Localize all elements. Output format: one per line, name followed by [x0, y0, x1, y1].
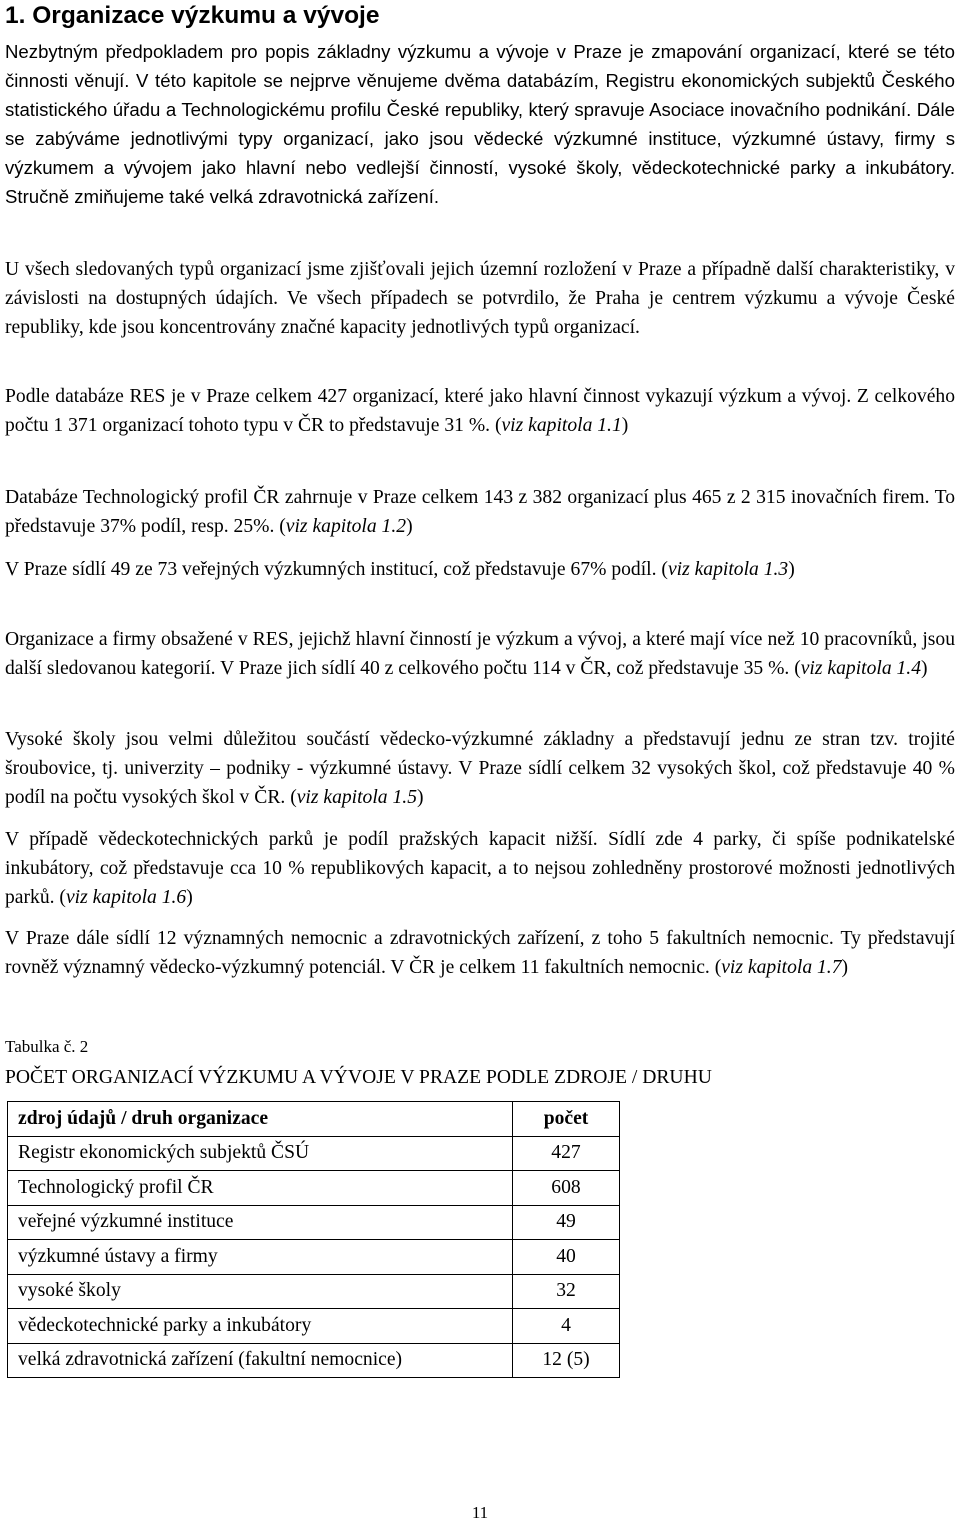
paren-close: ): [841, 957, 849, 978]
table-cell-source: velká zdravotnická zařízení (fakultní nemocnice): [8, 1343, 513, 1378]
table-cell-count: 4: [513, 1309, 620, 1344]
intro-text-part1: Nezbytným předpokladem pro popis základny výzkumu a vývoje v Praze je zmapování organizací, které se této činnosti věnují. V této kapitole se nejprve věnujeme dvěma databázím, Registru ekonomických subjektů Českého statistického úřadu a Technologickému profilu České republiky, který spravuje Asociace inovačního podnikání.: [5, 41, 955, 120]
paren-close: ): [921, 658, 928, 679]
paragraph-technology-profile: [5, 483, 955, 541]
chapter-reference: viz kapitola 1.1: [501, 415, 622, 436]
chapter-reference: viz kapitola 1.3: [667, 559, 789, 580]
table-header-count: počet: [513, 1102, 620, 1137]
table-cell-source: Registr ekonomických subjektů ČSÚ: [8, 1136, 513, 1171]
table-cell-count: 427: [513, 1136, 620, 1171]
table-title: POČET ORGANIZACÍ VÝZKUMU A VÝVOJE V PRAZE PODLE ZDROJE / DRUHU: [5, 1067, 712, 1088]
paragraph-text: V případě vědeckotechnických parků je podíl pražských kapacit nižší. Sídlí zde 4 parky, či spíše podnikatelské inkubátory, což představuje cca 10 % republikových kapacit, a to nejsou zohledněny prostorové možnosti jednotlivých parků. (: [5, 829, 955, 908]
paragraph-text: Databáze Technologický profil ČR zahrnuje v Praze celkem 143 z 382 organizací plus 465 z 2 315 inovačních firem. To představuje 37% podíl, resp. 25%. (: [5, 487, 955, 537]
table-cell-source: vysoké školy: [8, 1274, 513, 1309]
paragraph-text: Vysoké školy jsou velmi důležitou součástí vědecko-výzkumné základny a představují jednu ze stran tzv. trojité šroubovice, tj. univerzity – podniky - výzkumné ústavy. V Praze sídlí celkem 32 vysokých škol, což představuje 40 % podíl na počtu vysokých škol v ČR. (: [5, 729, 955, 808]
paren-close: ): [186, 887, 193, 908]
organizations-table: [7, 1101, 620, 1378]
page-number: 11: [471, 1503, 489, 1522]
chapter-reference: viz kapitola 1.2: [285, 516, 407, 537]
table-cell-source: vědeckotechnické parky a inkubátory: [8, 1309, 513, 1344]
table-cell-count: 608: [513, 1171, 620, 1206]
table-row: [8, 1205, 620, 1240]
table-cell-source: výzkumné ústavy a firmy: [8, 1240, 513, 1275]
table-row: [8, 1136, 620, 1171]
chapter-reference: viz kapitola 1.5: [296, 787, 417, 808]
paragraph-text: U všech sledovaných typů organizací jsme zjišťovali jejich územní rozložení v Praze a případně další charakteristiky, v závislosti na dostupných údajích. Ve všech případech se potvrdilo, že Praha je centrem výzkumu a vývoje České republiky, kde jsou koncentrovány značné kapacity jednotlivých typů organizací.: [5, 259, 955, 338]
table-row: [8, 1171, 620, 1206]
paragraph-public-institutions: [5, 555, 955, 584]
table-cell-count: 12 (5): [513, 1343, 620, 1378]
table-cell-count: 49: [513, 1205, 620, 1240]
paren-close: ): [788, 559, 795, 580]
paren-close: ): [406, 516, 413, 537]
paragraph-universities: [5, 725, 955, 812]
paren-close: ): [621, 415, 629, 436]
paragraph-territorial-distribution: [5, 255, 955, 342]
paragraph-research-firms: [5, 625, 955, 683]
section-heading: 1. Organizace výzkumu a vývoje: [5, 2, 380, 29]
table-row: [8, 1274, 620, 1309]
intro-paragraph: [5, 37, 955, 211]
table-cell-source: veřejné výzkumné instituce: [8, 1205, 513, 1240]
paragraph-text: Organizace a firmy obsažené v RES, jejichž hlavní činností je výzkum a vývoj, a které mají více než 10 pracovníků, jsou další sledovanou kategorií. V Praze jich sídlí 40 z celkového počtu 114 v ČR, což představuje 35 %. (: [5, 629, 955, 679]
intro-text-part2: Dále se zabýváme jednotlivými typy organizací, jako jsou vědecké výzkumné instituce, výzkumné ústavy, firmy s výzkumem a vývojem jako hlavní nebo vedlejší činností, vysoké školy, vědeckotechnické parky a inkubátory. Stručně zmiňujeme také velká zdravotnická zařízení.: [5, 99, 955, 207]
table-cell-count: 40: [513, 1240, 620, 1275]
table-row: [8, 1343, 620, 1378]
paragraph-text: V Praze dále sídlí 12 významných nemocnic a zdravotnických zařízení, z toho 5 fakultních nemocnic. Ty představují rovněž významný vědecko-výzkumný potenciál. V ČR je celkem 11 fakultních nemocnic. (: [5, 928, 955, 978]
table-cell-count: 32: [513, 1274, 620, 1309]
paragraph-res: [5, 382, 955, 440]
paragraph-text: Podle databáze RES je v Praze celkem 427 organizací, které jako hlavní činnost vykazují výzkum a vývoj. Z celkového počtu 1 371 organizací tohoto typu v ČR to představuje 31 %. (: [5, 386, 955, 436]
table-cell-source: Technologický profil ČR: [8, 1171, 513, 1206]
paragraph-hospitals: [5, 924, 955, 982]
paragraph-science-parks: [5, 825, 955, 912]
table-header-source: zdroj údajů / druh organizace: [8, 1102, 513, 1137]
paragraph-text: V Praze sídlí 49 ze 73 veřejných výzkumných institucí, což představuje 67% podíl. (: [5, 559, 668, 580]
chapter-reference: viz kapitola 1.6: [65, 887, 187, 908]
table-row: [8, 1309, 620, 1344]
chapter-reference: viz kapitola 1.4: [800, 658, 922, 679]
table-label: Tabulka č. 2: [5, 1037, 89, 1056]
table-row: [8, 1240, 620, 1275]
chapter-reference: viz kapitola 1.7: [721, 957, 842, 978]
paren-close: ): [417, 787, 424, 808]
table-header-row: [8, 1102, 620, 1137]
